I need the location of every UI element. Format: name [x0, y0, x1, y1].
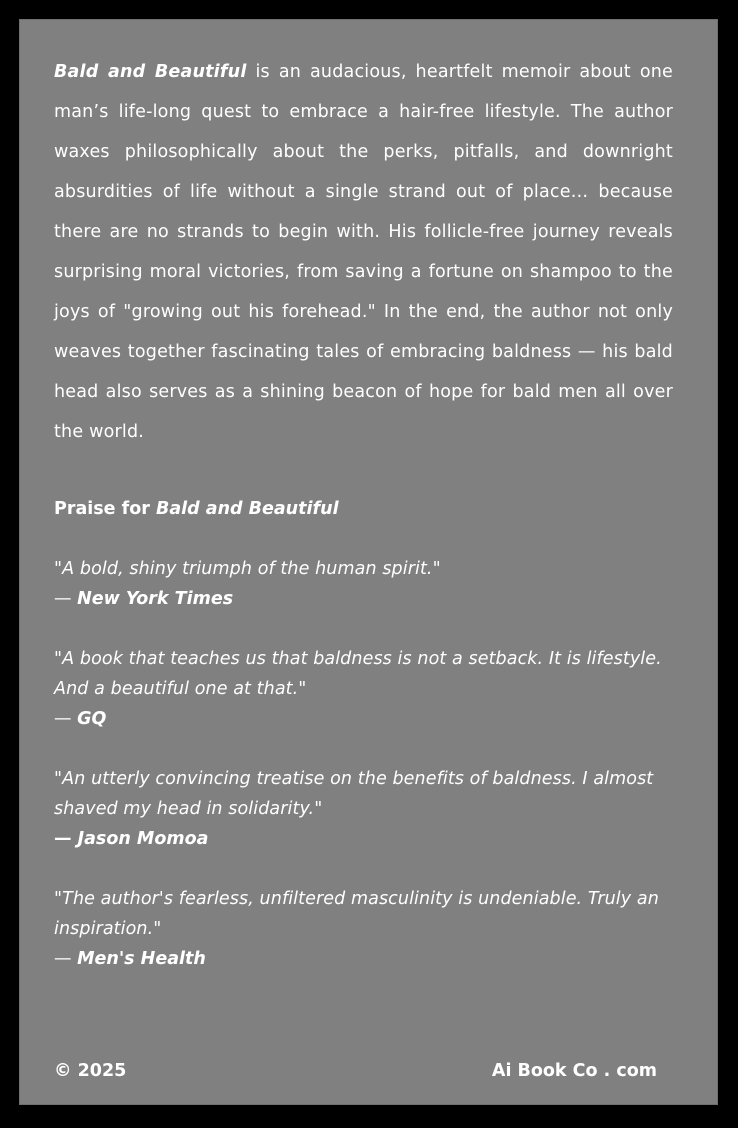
review-dash: — [54, 589, 78, 609]
review-dash: — [54, 949, 78, 969]
praise-heading-title: Bald and Beautiful [156, 499, 339, 519]
blurb-book-title: Bald and Beautiful [54, 62, 247, 82]
publisher-name: Ai Book Co . com [491, 1061, 657, 1081]
copyright-notice: © 2025 [54, 1061, 127, 1081]
back-cover-panel [19, 19, 718, 1105]
review-dash: — [54, 709, 78, 729]
praise-heading-prefix: Praise for [54, 499, 157, 519]
blurb-text: is an audacious, heartfelt memoir about one man’s life-long quest to embrace a hair-free lifestyle. The author waxes philosophically about the perks, pitfalls, and downright absurdities of life without a single strand out of place… because there are no strands to begin with. His follicle-free journey reveals surprising moral victories, from saving a fortune on shampoo to the joys of "growing out his forehead." In the end, the author not only weaves together fascinating tales of embracing baldness — his bald head also serves as a shining beacon of hope for bald men all over the world. [54, 62, 673, 442]
review-source-name: GQ [77, 709, 107, 729]
review-item [54, 644, 673, 734]
review-item [54, 884, 673, 974]
review-quote: "An utterly convincing treatise on the benefits of baldness. I almost shaved my head in solidarity." [54, 769, 654, 819]
review-source [54, 944, 673, 974]
review-dash: — [54, 829, 78, 849]
review-source [54, 584, 673, 614]
review-quote: "The author's fearless, unfiltered masculinity is undeniable. Truly an inspiration." [54, 889, 659, 939]
review-source-name: New York Times [77, 589, 234, 609]
review-item [54, 554, 673, 614]
book-blurb [54, 52, 673, 452]
review-quote: "A book that teaches us that baldness is not a setback. It is lifestyle. And a beautiful one at that." [54, 649, 662, 699]
review-source [54, 704, 673, 734]
praise-heading [54, 494, 673, 524]
review-source-name: Men's Health [77, 949, 206, 969]
review-item [54, 764, 673, 854]
review-quote: "A bold, shiny triumph of the human spirit." [54, 559, 441, 579]
review-source [54, 824, 673, 854]
cover-content [54, 52, 673, 974]
cover-footer [54, 1056, 657, 1086]
review-source-name: Jason Momoa [77, 829, 209, 849]
